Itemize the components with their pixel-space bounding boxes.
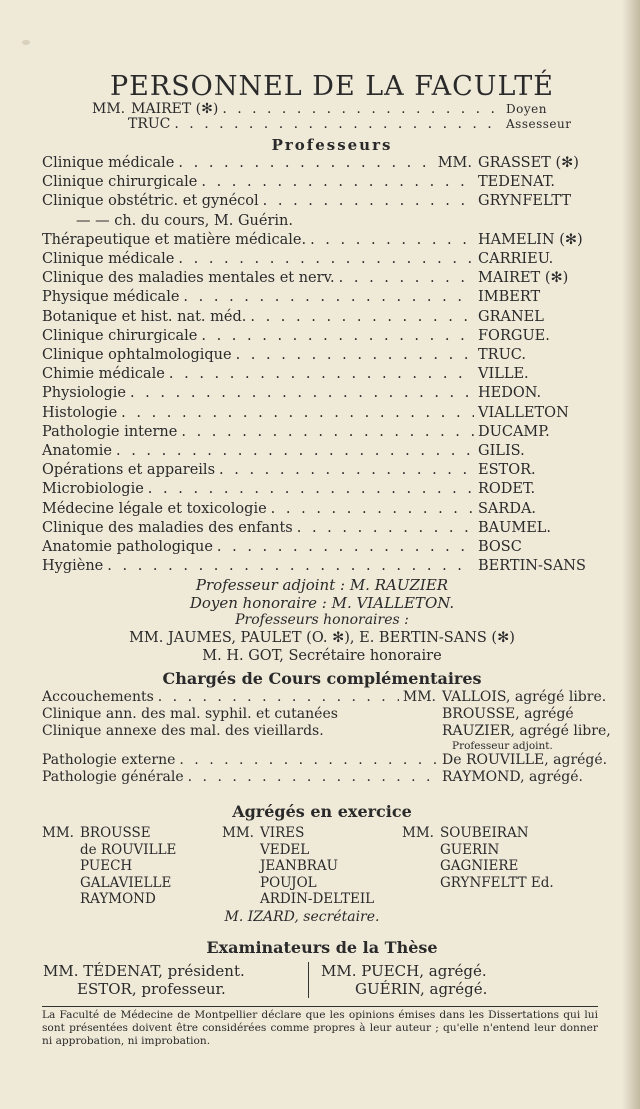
course-label: Hygiène [42,558,104,575]
disclaimer-note: La Faculté de Médecine de Montpellier déclare que les opinions émises dans les Dissertations qui lui sont présentées doivent être considérées comme propres à leur auteur ; qu'elle n'entend leur donner ni approbation, ni improbation. [42,1006,598,1048]
secretaire-honoraire: M. H. GOT, Secrétaire honoraire [202,648,442,665]
list-item [42,480,602,499]
leader-dots [219,461,474,480]
list-item [42,461,602,480]
lecturer-name: VALLOIS, agrégé libre. [442,689,607,706]
professor-name: SARDA. [478,500,537,517]
course-label: Clinique médicale [42,251,175,268]
professor-name: HAMELIN (✻) [478,231,583,248]
page-edge-shadow [622,0,640,1109]
leader-dots [178,154,433,173]
charges-list [42,689,611,786]
list-item [42,327,602,346]
course-label: Clinique des maladies mentales et nerv. [42,270,335,287]
list-item: de ROUVILLE [80,841,177,858]
lecturer-name: RAUZIER, agrégé libre, [442,723,611,740]
list-item [42,706,602,723]
document-content [42,71,611,1048]
prefix: MM. [437,155,472,171]
ink-spot [22,40,30,45]
page-title: PERSONNEL DE LA FACULTÉ [109,71,554,102]
course-label: Clinique ophtalmologique [42,347,232,364]
course-label: — — ch. du cours, M. Guérin. [76,212,293,229]
examinateurs-column [42,962,309,998]
course-label: Physique médicale [42,289,180,306]
agreges-column [222,825,402,908]
agreges-column [402,825,554,908]
leader-dots [250,308,474,327]
course-label: Clinique médicale [42,155,175,171]
leader-dots [130,384,474,403]
leader-dots [310,231,474,250]
examinateurs-column [309,962,487,998]
course-label: Pathologie générale [42,769,184,786]
list-item [42,384,602,403]
list-item [42,173,602,192]
professeurs-list [42,154,602,576]
course-label: Thérapeutique et matière médicale. [42,231,307,248]
prefix: MM. [402,825,434,842]
head-row-doyen [92,102,592,117]
list-item: ESTOR, professeur. [77,979,226,998]
professor-name: GRASSET (✻) [478,155,579,171]
course-label: Physiologie [42,385,126,402]
course-label: Accouchements [42,689,154,706]
professor-name: RODET. [478,481,536,498]
course-label: Clinique obstétric. et gynécol [42,193,259,210]
head-name: TRUC [128,116,171,132]
head-role: Assesseur [506,117,572,131]
leader-dots [158,689,399,706]
list-item [42,740,602,752]
prefix: MM. [222,825,254,842]
agreges-column [42,825,222,908]
leader-dots [188,769,438,786]
list-item [42,212,602,231]
list-item: GALAVIELLE [80,874,172,891]
head-role: Doyen [506,102,547,116]
leader-dots [178,250,474,269]
list-item [42,269,602,288]
professor-name: MAIRET (✻) [478,270,569,287]
course-label: Chimie médicale [42,366,165,383]
list-item: PUECH [80,858,133,875]
list-item [42,365,602,384]
head-name: MAIRET (✻) [131,101,219,117]
leader-dots [297,519,474,538]
list-item [42,404,602,423]
course-label: Opérations et appareils [42,462,216,479]
professor-name: GRYNFELTT [478,193,572,210]
course-label: Clinique chirurgicale [42,327,198,344]
professor-name: BOSC [478,539,522,556]
professor-name: BAUMEL. [478,519,552,536]
professor-name: VILLE. [478,366,529,383]
list-item: GUERIN [440,841,500,858]
list-item [42,689,607,706]
agreges-grid [42,825,602,908]
prefix: MM. [402,689,436,706]
list-item [42,519,602,538]
leader-dots [201,173,474,192]
list-item: GRYNFELTT Ed. [440,874,554,891]
lecturer-title: Professeur adjoint. [452,740,553,753]
professor-name: IMBERT [478,289,541,306]
course-label: Botanique et hist. nat. méd. [42,308,247,325]
list-item: ARDIN-DELTEIL [260,891,375,908]
list-item [42,769,602,786]
course-label: Médecine légale et toxicologie [42,500,267,517]
lecturer-name: BROUSSE, agrégé [442,706,574,723]
list-item: BROUSSE [80,825,151,842]
list-item [42,192,602,211]
leader-dots [169,365,474,384]
leader-dots [121,404,474,423]
professor-name: TEDENAT. [478,174,555,191]
list-item: SOUBEIRAN [440,825,529,842]
course-label: Pathologie interne [42,423,178,440]
list-item [42,346,602,365]
leader-dots [107,557,474,576]
course-label: Anatomie pathologique [42,539,213,556]
leader-dots [236,346,474,365]
professor-name: BERTIN-SANS [478,558,586,575]
list-item [42,538,602,557]
professor-name: VIALLETON [478,404,569,421]
list-item: VIRES [260,825,305,842]
agreges-title: Agrégés en exercice [232,802,412,822]
course-label: Microbiologie [42,481,144,498]
leader-dots [339,269,474,288]
professor-name: GRANEL [478,308,544,325]
leader-dots [174,117,502,132]
examinateurs-grid [42,962,602,998]
doyen-honoraire: Doyen honoraire : M. VIALLETON. [189,594,455,613]
charges-title: Chargés de Cours complémentaires [162,669,482,689]
professor-name: FORGUE. [478,327,550,344]
leader-dots [179,752,438,769]
professor-name: CARRIEU. [478,251,554,268]
list-item [42,308,602,327]
list-item: GAGNIERE [440,858,519,875]
course-label: Pathologie externe [42,752,176,769]
list-item [42,752,608,769]
list-item: VEDEL [260,841,310,858]
prefix: MM. [42,825,74,842]
list-item: MM. TÉDENAT, président. [43,961,245,980]
professeurs-title: Professeurs [271,136,393,154]
list-item [42,288,602,307]
course-label: Histologie [42,404,118,421]
professor-name: GILIS. [478,443,525,460]
leader-dots [183,288,474,307]
list-item: JEANBRAU [260,858,339,875]
list-item: MM. PUECH, agrégé. [321,961,487,980]
leader-dots [148,480,474,499]
lecturer-name: RAYMOND, agrégé. [442,769,583,786]
list-item: RAYMOND [80,891,156,908]
leader-dots [181,423,474,442]
course-label: Clinique ann. des mal. syphil. et cutanées [42,706,338,723]
head-row-assesseur [92,117,592,132]
leader-dots [263,192,474,211]
list-item [42,423,602,442]
leader-dots [271,500,474,519]
honoraires-line: MM. JAUMES, PAULET (O. ✻), E. BERTIN-SANS (✻) [129,630,515,647]
course-label: Anatomie [42,443,112,460]
list-item: POUJOL [260,874,317,891]
professor-name: ESTOR. [478,462,536,479]
list-item: GUÉRIN, agrégé. [355,979,488,998]
lecturer-name: De ROUVILLE, agrégé. [442,752,608,769]
agreges-secretary: M. IZARD, secrétaire. [224,908,380,925]
list-item [42,154,602,173]
head-prefix: MM. [92,101,126,117]
leader-dots [116,442,474,461]
honoraires-title: Professeurs honoraires : [235,612,409,629]
professeur-adjoint: Professeur adjoint : M. RAUZIER [195,576,449,595]
leader-dots [201,327,474,346]
list-item [42,723,611,740]
professor-name: HEDON. [478,385,542,402]
list-item [42,557,602,576]
list-item [42,500,602,519]
course-label: Clinique des maladies des enfants [42,519,293,536]
examinateurs-title: Examinateurs de la Thèse [206,937,438,957]
heads-block [92,102,592,132]
professor-name: TRUC. [478,347,526,364]
leader-dots [217,538,474,557]
list-item [42,250,602,269]
leader-dots [222,102,502,117]
professor-name: DUCAMP. [478,423,550,440]
list-item [42,231,602,250]
course-label: Clinique annexe des mal. des vieillards. [42,723,324,740]
list-item [42,442,602,461]
course-label: Clinique chirurgicale [42,174,198,191]
